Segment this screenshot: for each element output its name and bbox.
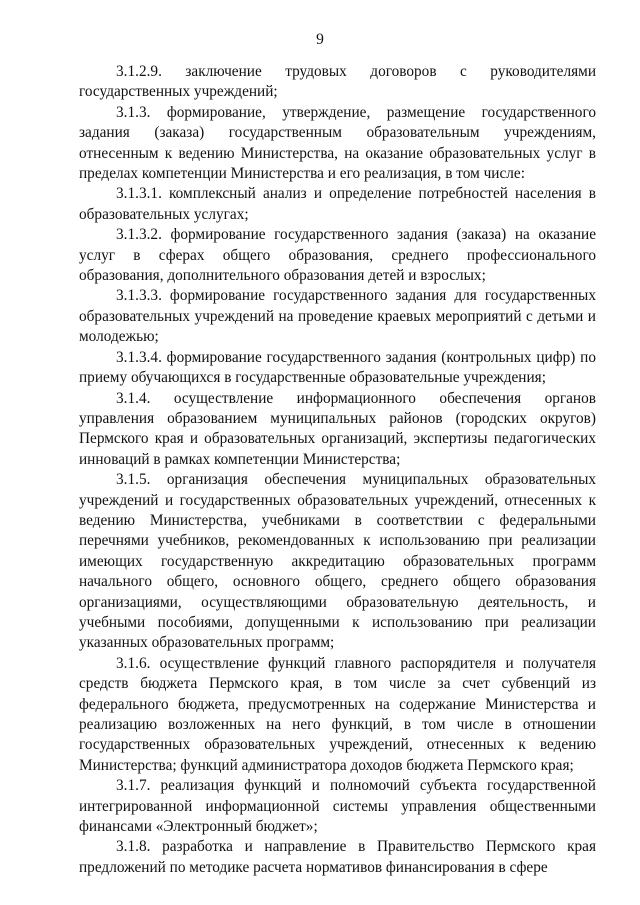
paragraph-3-1-7: 3.1.7. реализация функций и полномочий субъекта государственной интегрированной информационной системы управления общественными финансами «Электронный бюджет»; (79, 777, 596, 836)
document-body (79, 62, 596, 878)
paragraph-3-1-2-9: 3.1.2.9. заключение трудовых договоров с руководителями государственных учреждений; (79, 63, 596, 101)
paragraph-3-1-3-2: 3.1.3.2. формирование государственного задания (заказа) на оказание услуг в сферах общего образования, среднего профессионального образования, дополнительного образования детей и взрослых; (79, 226, 596, 285)
paragraph-3-1-3: 3.1.3. формирование, утверждение, размещение государственного задания (заказа) государственным образовательным учреждениям, отнесенным к ведению Министерства, на оказание образовательных услуг в пределах компетенции Министерства и его реализация, в том числе: (79, 103, 596, 183)
paragraph-3-1-3-1: 3.1.3.1. комплексный анализ и определение потребностей населения в образовательных услугах; (79, 185, 596, 223)
paragraph-3-1-3-3: 3.1.3.3. формирование государственного задания для государственных образовательных учреждений на проведение краевых мероприятий с детьми и молодежью; (79, 287, 596, 346)
paragraph-3-1-5: 3.1.5. организация обеспечения муниципальных образовательных учреждений и государственных образовательных учреждений, отнесенных к ведению Министерства, учебниками в соответствии с федеральными перечнями учебников, рекомендованных к использованию при реализации имеющих государственную аккредитацию образовательных программ начального общего, основного общего, среднего общего образования организациями, осуществляющими образовательную деятельность, и учебными пособиями, допущенными к использованию при реализации указанных образовательных программ; (79, 471, 596, 652)
paragraph-3-1-3-4: 3.1.3.4. формирование государственного задания (контрольных цифр) по приему обучающихся в государственные образовательные учреждения; (79, 348, 596, 387)
paragraph-3-1-4: 3.1.4. осуществление информационного обеспечения органов управления образованием муниципальных районов (городских округов) Пермского края и образовательных организаций, экспертизы педагогических инноваций в рамках компетенции Министерства; (79, 389, 596, 468)
page-number: 9 (316, 31, 324, 48)
paragraph-3-1-8: 3.1.8. разработка и направление в Правительство Пермского края предложений по методике расчета нормативов финансирования в сфере (79, 838, 596, 876)
paragraph-3-1-6: 3.1.6. осуществление функций главного распорядителя и получателя средств бюджета Пермского края, в том числе за счет субвенций из федерального бюджета, предусмотренных на содержание Министерства и реализацию возложенных на него функций, в том числе в отношении государственных образовательных учреждений, отнесенных к ведению Министерства; функций администратора доходов бюджета Пермского края; (79, 654, 596, 774)
